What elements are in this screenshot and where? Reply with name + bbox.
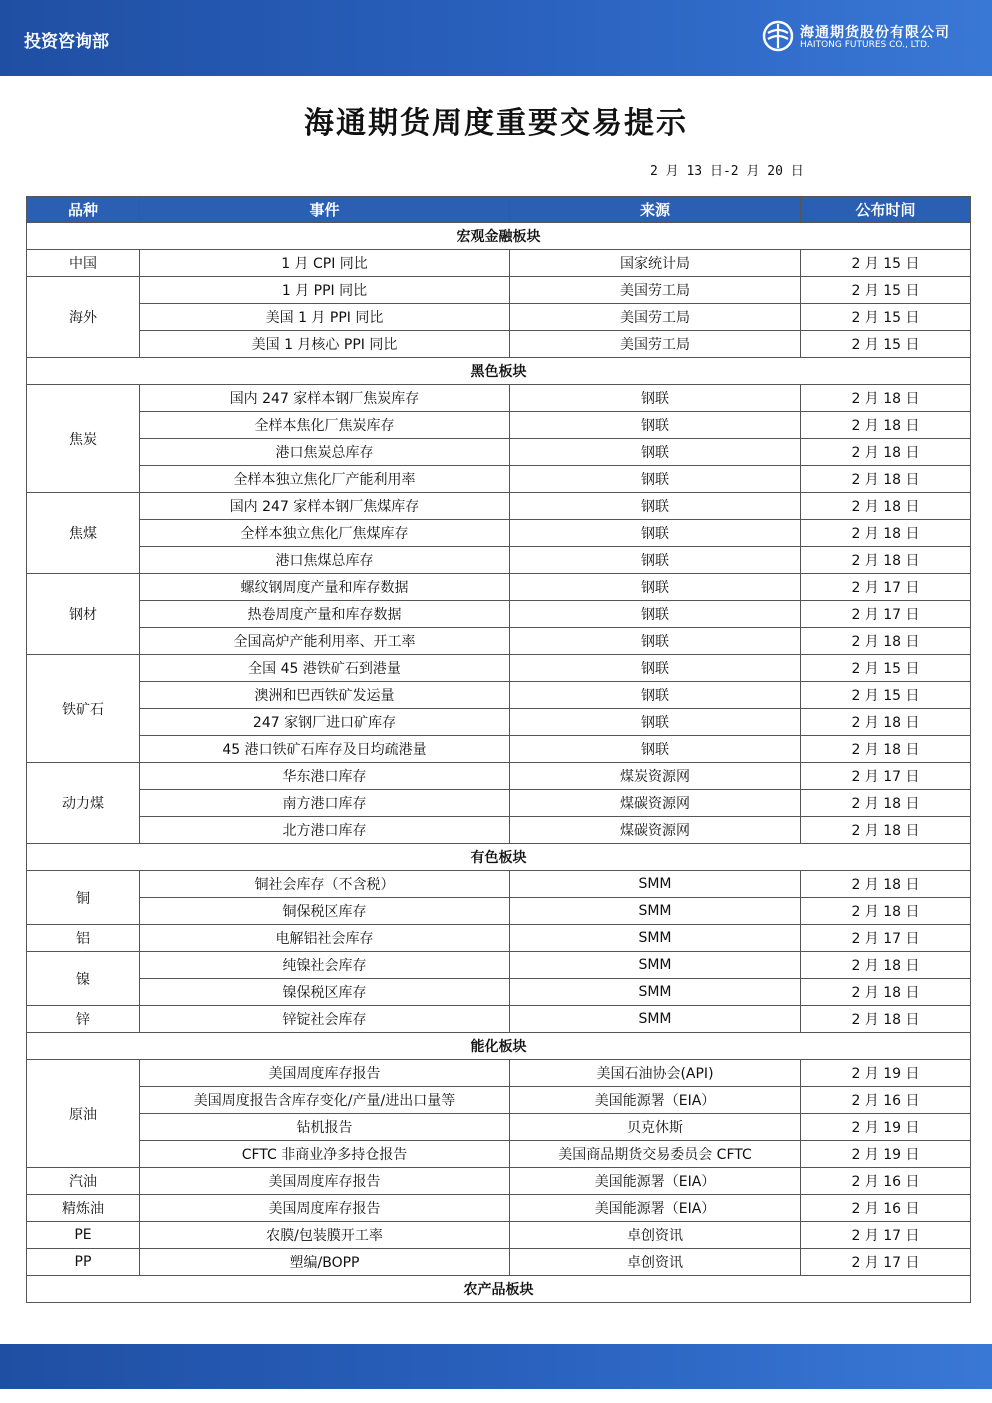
date-cell: 2 月 18 日: [801, 871, 971, 898]
source-cell: 煤炭资源网: [510, 763, 801, 790]
category-cell: 铝: [27, 925, 140, 952]
date-cell: 2 月 15 日: [801, 277, 971, 304]
date-cell: 2 月 17 日: [801, 574, 971, 601]
source-cell: 美国能源署（EIA）: [510, 1168, 801, 1195]
footer-bar: [0, 1344, 992, 1389]
date-cell: 2 月 18 日: [801, 790, 971, 817]
event-cell: 镍保税区库存: [140, 979, 510, 1006]
trade-calendar-table: [26, 196, 971, 1303]
event-cell: 澳洲和巴西铁矿发运量: [140, 682, 510, 709]
table-row: [27, 925, 971, 952]
date-cell: 2 月 17 日: [801, 1222, 971, 1249]
category-cell: 焦炭: [27, 385, 140, 493]
date-range: 2 月 13 日-2 月 20 日: [650, 164, 804, 179]
source-cell: 钢联: [510, 439, 801, 466]
event-cell: 全样本焦化厂焦炭库存: [140, 412, 510, 439]
table-row: [27, 871, 971, 898]
category-cell: 锌: [27, 1006, 140, 1033]
event-cell: 华东港口库存: [140, 763, 510, 790]
haitong-logo-icon: [762, 20, 794, 52]
category-cell: 汽油: [27, 1168, 140, 1195]
table-row: [27, 250, 971, 277]
date-cell: 2 月 19 日: [801, 1141, 971, 1168]
date-cell: 2 月 18 日: [801, 736, 971, 763]
date-cell: 2 月 18 日: [801, 709, 971, 736]
table-row: [27, 1141, 971, 1168]
table-row: [27, 466, 971, 493]
date-cell: 2 月 18 日: [801, 412, 971, 439]
page-title: 海通期货周度重要交易提示: [304, 106, 688, 141]
source-cell: 钢联: [510, 601, 801, 628]
table-row: [27, 736, 971, 763]
category-cell: 镍: [27, 952, 140, 1006]
table-row: [27, 1249, 971, 1276]
date-cell: 2 月 17 日: [801, 601, 971, 628]
category-cell: PP: [27, 1249, 140, 1276]
date-cell: 2 月 16 日: [801, 1168, 971, 1195]
event-cell: 美国周度库存报告: [140, 1060, 510, 1087]
table-row: [27, 898, 971, 925]
event-cell: 北方港口库存: [140, 817, 510, 844]
logo-name-en: HAITONG FUTURES CO., LTD.: [800, 40, 930, 50]
department-label: 投资咨询部: [24, 32, 109, 52]
section-row: [27, 844, 971, 871]
table-row: [27, 979, 971, 1006]
source-cell: 卓创资讯: [510, 1222, 801, 1249]
date-cell: 2 月 18 日: [801, 547, 971, 574]
event-cell: 钻机报告: [140, 1114, 510, 1141]
table-header-row: [27, 197, 971, 223]
category-cell: 钢材: [27, 574, 140, 655]
source-cell: 煤碳资源网: [510, 790, 801, 817]
source-cell: 钢联: [510, 655, 801, 682]
event-cell: 热卷周度产量和库存数据: [140, 601, 510, 628]
category-cell: 动力煤: [27, 763, 140, 844]
source-cell: SMM: [510, 979, 801, 1006]
source-cell: SMM: [510, 898, 801, 925]
table-row: [27, 1222, 971, 1249]
company-logo: [762, 20, 962, 54]
source-cell: 美国劳工局: [510, 304, 801, 331]
source-cell: 钢联: [510, 466, 801, 493]
source-cell: 煤碳资源网: [510, 817, 801, 844]
event-cell: 铜保税区库存: [140, 898, 510, 925]
table-row: [27, 601, 971, 628]
category-cell: 焦煤: [27, 493, 140, 574]
table-row: [27, 547, 971, 574]
table-row: [27, 304, 971, 331]
source-cell: 钢联: [510, 385, 801, 412]
date-cell: 2 月 15 日: [801, 304, 971, 331]
event-cell: 美国周度库存报告: [140, 1168, 510, 1195]
event-cell: 1 月 PPI 同比: [140, 277, 510, 304]
event-cell: 美国 1 月 PPI 同比: [140, 304, 510, 331]
source-cell: SMM: [510, 871, 801, 898]
date-cell: 2 月 18 日: [801, 520, 971, 547]
section-row: [27, 358, 971, 385]
source-cell: 卓创资讯: [510, 1249, 801, 1276]
source-cell: SMM: [510, 952, 801, 979]
category-cell: 海外: [27, 277, 140, 358]
date-cell: 2 月 18 日: [801, 817, 971, 844]
table-row: [27, 1006, 971, 1033]
section-title: 能化板块: [27, 1033, 971, 1060]
event-cell: 螺纹钢周度产量和库存数据: [140, 574, 510, 601]
date-cell: 2 月 17 日: [801, 763, 971, 790]
section-title: 宏观金融板块: [27, 223, 971, 250]
event-cell: 全国 45 港铁矿石到港量: [140, 655, 510, 682]
date-cell: 2 月 18 日: [801, 439, 971, 466]
category-cell: 铜: [27, 871, 140, 925]
table-row: [27, 709, 971, 736]
event-cell: 45 港口铁矿石库存及日均疏港量: [140, 736, 510, 763]
table-row: [27, 574, 971, 601]
source-cell: 钢联: [510, 412, 801, 439]
date-cell: 2 月 18 日: [801, 385, 971, 412]
date-cell: 2 月 18 日: [801, 493, 971, 520]
table-row: [27, 520, 971, 547]
source-cell: 美国劳工局: [510, 277, 801, 304]
event-cell: 247 家钢厂进口矿库存: [140, 709, 510, 736]
date-cell: 2 月 15 日: [801, 682, 971, 709]
event-cell: 国内 247 家样本钢厂焦煤库存: [140, 493, 510, 520]
event-cell: 全样本独立焦化厂产能利用率: [140, 466, 510, 493]
table-row: [27, 1114, 971, 1141]
table-row: [27, 385, 971, 412]
table-row: [27, 817, 971, 844]
source-cell: SMM: [510, 925, 801, 952]
source-cell: 美国石油协会(API): [510, 1060, 801, 1087]
source-cell: SMM: [510, 1006, 801, 1033]
category-cell: 精炼油: [27, 1195, 140, 1222]
column-header: 事件: [140, 197, 510, 223]
date-cell: 2 月 17 日: [801, 925, 971, 952]
table-row: [27, 277, 971, 304]
table-row: [27, 1195, 971, 1222]
category-cell: 铁矿石: [27, 655, 140, 763]
event-cell: 全国高炉产能利用率、开工率: [140, 628, 510, 655]
source-cell: 美国劳工局: [510, 331, 801, 358]
source-cell: 钢联: [510, 682, 801, 709]
section-row: [27, 223, 971, 250]
event-cell: CFTC 非商业净多持仓报告: [140, 1141, 510, 1168]
event-cell: 南方港口库存: [140, 790, 510, 817]
date-cell: 2 月 17 日: [801, 1249, 971, 1276]
table-row: [27, 1060, 971, 1087]
date-cell: 2 月 18 日: [801, 1006, 971, 1033]
table-row: [27, 763, 971, 790]
event-cell: 全样本独立焦化厂焦煤库存: [140, 520, 510, 547]
source-cell: 美国能源署（EIA）: [510, 1087, 801, 1114]
date-cell: 2 月 18 日: [801, 898, 971, 925]
category-cell: PE: [27, 1222, 140, 1249]
category-cell: 原油: [27, 1060, 140, 1168]
event-cell: 美国周度库存报告: [140, 1195, 510, 1222]
section-row: [27, 1276, 971, 1303]
section-title: 农产品板块: [27, 1276, 971, 1303]
source-cell: 钢联: [510, 736, 801, 763]
logo-name-cn: 海通期货股份有限公司: [800, 25, 950, 41]
table-row: [27, 439, 971, 466]
date-cell: 2 月 18 日: [801, 628, 971, 655]
table-row: [27, 655, 971, 682]
table-row: [27, 493, 971, 520]
date-cell: 2 月 15 日: [801, 331, 971, 358]
event-cell: 农膜/包装膜开工率: [140, 1222, 510, 1249]
source-cell: 钢联: [510, 520, 801, 547]
event-cell: 塑编/BOPP: [140, 1249, 510, 1276]
event-cell: 铜社会库存（不含税）: [140, 871, 510, 898]
event-cell: 国内 247 家样本钢厂焦炭库存: [140, 385, 510, 412]
date-cell: 2 月 18 日: [801, 979, 971, 1006]
table-row: [27, 331, 971, 358]
source-cell: 钢联: [510, 628, 801, 655]
date-cell: 2 月 16 日: [801, 1195, 971, 1222]
event-cell: 美国 1 月核心 PPI 同比: [140, 331, 510, 358]
event-cell: 电解铝社会库存: [140, 925, 510, 952]
section-row: [27, 1033, 971, 1060]
date-cell: 2 月 15 日: [801, 250, 971, 277]
date-cell: 2 月 15 日: [801, 655, 971, 682]
source-cell: 钢联: [510, 493, 801, 520]
event-cell: 1 月 CPI 同比: [140, 250, 510, 277]
table-row: [27, 412, 971, 439]
table-row: [27, 790, 971, 817]
column-header: 来源: [510, 197, 801, 223]
source-cell: 钢联: [510, 574, 801, 601]
source-cell: 国家统计局: [510, 250, 801, 277]
date-cell: 2 月 19 日: [801, 1114, 971, 1141]
source-cell: 贝克休斯: [510, 1114, 801, 1141]
table-row: [27, 1087, 971, 1114]
date-cell: 2 月 18 日: [801, 466, 971, 493]
source-cell: 美国能源署（EIA）: [510, 1195, 801, 1222]
table-row: [27, 628, 971, 655]
table-row: [27, 1168, 971, 1195]
event-cell: 港口焦炭总库存: [140, 439, 510, 466]
table-body: [27, 223, 971, 1303]
section-title: 有色板块: [27, 844, 971, 871]
source-cell: 美国商品期货交易委员会 CFTC: [510, 1141, 801, 1168]
event-cell: 美国周度报告含库存变化/产量/进出口量等: [140, 1087, 510, 1114]
date-cell: 2 月 18 日: [801, 952, 971, 979]
category-cell: 中国: [27, 250, 140, 277]
source-cell: 钢联: [510, 709, 801, 736]
event-cell: 锌锭社会库存: [140, 1006, 510, 1033]
event-cell: 纯镍社会库存: [140, 952, 510, 979]
date-cell: 2 月 19 日: [801, 1060, 971, 1087]
table-row: [27, 682, 971, 709]
header-bar: [0, 0, 992, 76]
section-title: 黑色板块: [27, 358, 971, 385]
event-cell: 港口焦煤总库存: [140, 547, 510, 574]
date-cell: 2 月 16 日: [801, 1087, 971, 1114]
table-row: [27, 952, 971, 979]
column-header: 公布时间: [801, 197, 971, 223]
source-cell: 钢联: [510, 547, 801, 574]
column-header: 品种: [27, 197, 140, 223]
